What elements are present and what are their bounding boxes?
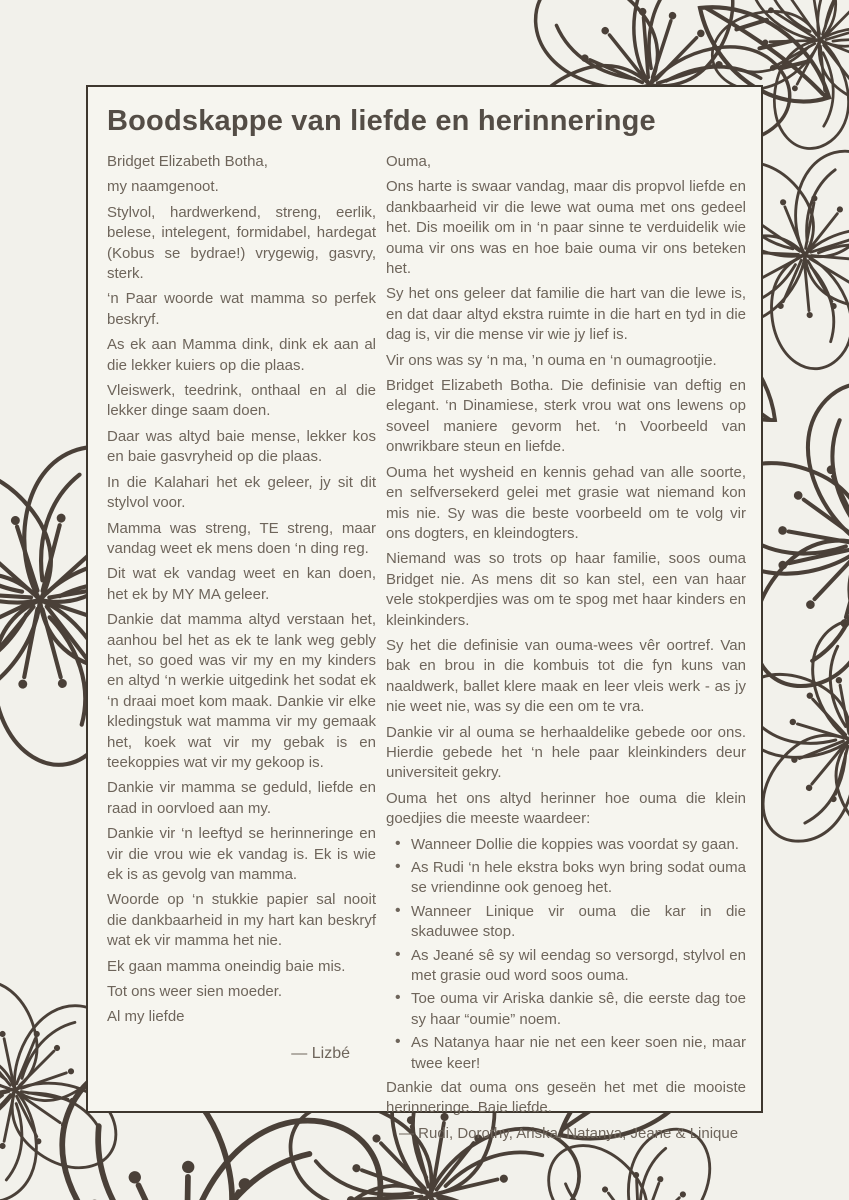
closing-paragraph: Dankie dat ouma ons geseën het met die mooiste herinneringe. Baie liefde. — [386, 1079, 746, 1117]
paragraph: Niemand was so trots op haar familie, soos ouma Bridget nie. As mens dit so kan stel, een van haar vele stokperdjies was om te spog met haar kinders en kleinkinders. — [386, 550, 746, 629]
paragraph: Ek gaan mamma oneindig baie mis. — [107, 957, 346, 975]
left-column — [107, 152, 376, 1149]
paragraph: Dit wat ek vandag weet en kan doen, het ek by MY MA geleer. — [107, 565, 376, 603]
paragraph: Ons harte is swaar vandag, maar dis propvol liefde en dankbaarheid vir die lewe wat ouma met ons gedeel het. Dis moeilik om in ‘n paar sinne te verduidelik wie ouma vir ons was en hoe baie ouma vir ons beteken het. — [386, 178, 746, 278]
paragraph: Daar was altyd baie mense, lekker kos en baie gasvryheid op die plaas. — [107, 427, 376, 466]
paragraph: As ek aan Mamma dink, dink ek aan al die lekker kuiers op die plaas. — [107, 336, 376, 374]
right-column — [386, 152, 746, 1149]
content-panel — [86, 85, 763, 1142]
paragraph: Tot ons weer sien moeder. — [107, 983, 283, 1001]
paragraph: Mamma was streng, TE streng, maar vandag weet ek mens doen ‘n ding reg. — [107, 519, 376, 557]
paragraph: Al my liefde — [107, 1008, 185, 1026]
paragraph: ‘n Paar woorde wat mamma so perfek beskryf. — [107, 290, 376, 328]
paragraph: Stylvol, hardwerkend, streng, eerlik, belese, intelegent, formidabel, hardegat (Kobus se bydrae!) vrygewig, gasvry, sterk. — [107, 203, 376, 283]
bullet-item: • Wanneer Dollie die koppies was voordat sy gaan. — [386, 835, 746, 855]
paragraph: Dankie vir mamma se geduld, liefde en raad in oorvloed aan my. — [107, 779, 376, 817]
bullet-item: • Wanneer Linique vir ouma die kar in die skaduwee stop. — [386, 902, 746, 943]
paragraph: Ouma het wysheid en kennis gehad van alle soorte, en selfversekerd gelei met grasie wat niemand kon mis nie. Sy was die beste voorbeeld om te volg vir ons dogters, en kleindogters. — [386, 463, 746, 542]
bullet-item: • As Rudi ‘n hele ekstra boks wyn bring sodat ouma se vriendinne ook genoeg het. — [386, 858, 746, 899]
signature-family: — Rudi, Dorothy, Ariska, Natanya, Jeane & Linique — [399, 1124, 739, 1142]
paragraph: my naamgenoot. — [107, 178, 219, 196]
paragraph: Dankie vir al ouma se herhaaldelike gebede oor ons. Hierdie gebede het ‘n hele paar kleinkinders deur universiteit gekry. — [386, 723, 746, 782]
paragraph: Vleiswerk, teedrink, onthaal en al die lekker dinge saam doen. — [107, 382, 376, 420]
bullet-item: • Toe ouma vir Ariska dankie sê, die eerste dag toe sy haar “oumie” noem. — [386, 989, 746, 1030]
paragraph: Ouma het ons altyd herinner hoe ouma die klein goedjies die meeste waardeer: — [386, 789, 746, 828]
paragraph: Vir ons was sy ‘n ma, ’n ouma en ‘n oumagrootjie. — [386, 351, 717, 369]
appreciation-list — [386, 835, 746, 1074]
paragraph: Dankie dat mamma altyd verstaan het, aanhou bel het as ek te lank weg gebly het, so goed was vir my en my kinders en altyd ‘n werkie uitgedink het sodat ek ‘n draai moet kom maak. Dankie vir elke kledingstuk wat mamma vir my gemaak het, koek wat vir my gebak is en teekoppies wat vir my gekoop is. — [107, 611, 376, 771]
paragraph: Sy het ons geleer dat familie die hart van die lewe is, en dat daar altyd ekstra ruimte in die hart en tyd in die dag is, vir die mense vir wie jy lief is. — [386, 285, 746, 344]
paragraph: Woorde op ‘n stukkie papier sal nooit die dankbaarheid in my hart kan beskryf wat ek vir mamma het nie. — [107, 891, 376, 950]
paragraph: Sy het die definisie van ouma-wees vêr oortref. Van bak en brou in die kombuis tot die fyn kuns van naaldwerk, ballet klere maak en leer vleis werk - as jy nie weet nie, was sy die een om te vra. — [386, 636, 746, 716]
two-column-layout — [107, 152, 746, 1149]
paragraph: Bridget Elizabeth Botha, — [107, 153, 268, 170]
bullet-item: • As Natanya haar nie net een keer soen nie, maar twee keer! — [386, 1033, 746, 1074]
paragraph: In die Kalahari het ek geleer, jy sit dit stylvol voor. — [107, 473, 376, 512]
paragraph: Dankie vir ‘n leeftyd se herinneringe en vir die vrou wie ek vandag is. Ek is wie ek is as gevolg van mamma. — [107, 825, 376, 883]
bullet-item: • As Jeané sê sy wil eendag so versorgd, stylvol en met grasie oud word soos ouma. — [386, 946, 746, 987]
page-title: Boodskappe van liefde en herinneringe — [107, 105, 656, 137]
paragraph: Ouma, — [386, 153, 432, 170]
paragraph: Bridget Elizabeth Botha. Die definisie van deftig en elegant. ‘n Dinamiese, sterk vrou wat ons lewens op soveel maniere gevorm het. ‘n Voorbeeld van onwrikbare steun en liefde. — [386, 377, 746, 456]
signature-lizbe: — Lizbé — [291, 1044, 350, 1062]
